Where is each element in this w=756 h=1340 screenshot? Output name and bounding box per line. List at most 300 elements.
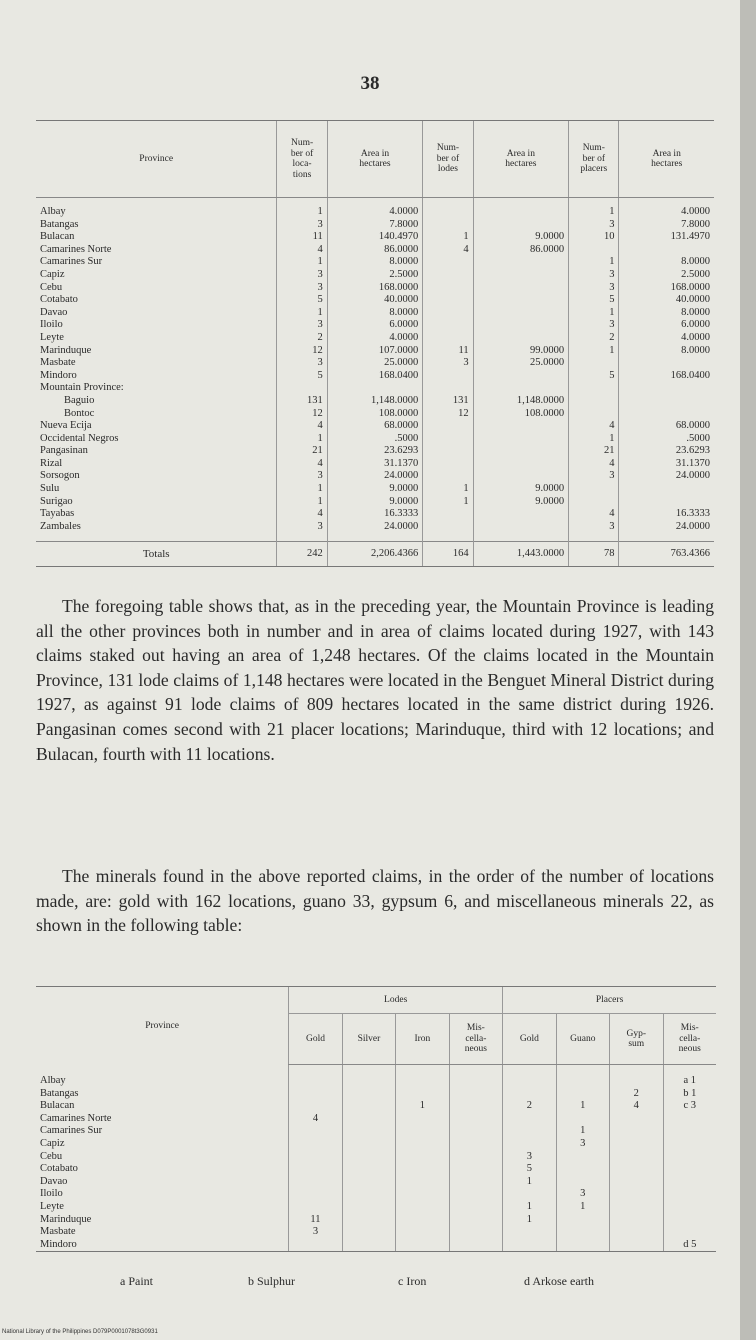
value-cell: 4 bbox=[277, 458, 327, 471]
value-cell bbox=[449, 1151, 502, 1164]
value-cell bbox=[449, 1188, 502, 1201]
province-cell: Nueva Ecija bbox=[40, 420, 92, 432]
table-row bbox=[36, 1100, 716, 1113]
value-cell: 21 bbox=[277, 445, 327, 458]
value-cell: 1 bbox=[569, 256, 619, 269]
value-cell: 9.0000 bbox=[327, 483, 423, 496]
value-cell bbox=[663, 1201, 716, 1214]
value-cell: 131 bbox=[277, 395, 327, 408]
value-cell bbox=[619, 496, 714, 509]
value-cell bbox=[342, 1113, 395, 1126]
province-cell: Capiz bbox=[40, 1137, 65, 1149]
province-cell: Albay bbox=[40, 206, 66, 217]
value-cell: 23.6293 bbox=[327, 445, 423, 458]
claims-col-header: Num- ber of placers bbox=[569, 121, 619, 198]
value-cell: 1 bbox=[569, 206, 619, 219]
mineral-col-header: Gyp- sum bbox=[610, 1014, 663, 1065]
value-cell bbox=[503, 1138, 556, 1151]
value-cell bbox=[556, 1214, 609, 1227]
value-cell bbox=[423, 470, 473, 483]
table-row bbox=[36, 395, 714, 408]
province-cell: Davao bbox=[40, 1175, 68, 1187]
value-cell: 24.0000 bbox=[327, 470, 423, 483]
value-cell: 108.0000 bbox=[473, 408, 569, 421]
value-cell: 9.0000 bbox=[473, 483, 569, 496]
value-cell bbox=[423, 219, 473, 232]
value-cell bbox=[569, 395, 619, 408]
value-cell bbox=[342, 1201, 395, 1214]
province-cell: Mindoro bbox=[36, 1239, 289, 1252]
value-cell bbox=[423, 332, 473, 345]
province-cell: Cotabato bbox=[40, 294, 78, 306]
value-cell: 3 bbox=[569, 269, 619, 282]
table-row bbox=[36, 382, 714, 395]
table-row bbox=[36, 408, 714, 421]
value-cell bbox=[396, 1239, 449, 1252]
table-row bbox=[36, 1201, 716, 1214]
value-cell: 168.0000 bbox=[327, 282, 423, 295]
value-cell bbox=[396, 1088, 449, 1101]
value-cell bbox=[289, 1138, 342, 1151]
value-cell bbox=[277, 382, 327, 395]
value-cell: 3 bbox=[503, 1151, 556, 1164]
value-cell bbox=[663, 1176, 716, 1189]
spacer-row bbox=[36, 533, 714, 542]
province-cell: Camarines Norte bbox=[40, 1112, 112, 1124]
table-row bbox=[36, 231, 714, 244]
value-cell bbox=[473, 370, 569, 383]
value-cell: c 3 bbox=[663, 1100, 716, 1113]
spacer-row bbox=[36, 198, 714, 207]
value-cell: 11 bbox=[423, 345, 473, 358]
claims-table bbox=[36, 120, 714, 567]
province-cell: Bontoc bbox=[64, 407, 95, 419]
province-cell: Iloilo bbox=[40, 1188, 63, 1200]
value-cell: 7.8000 bbox=[619, 219, 714, 232]
paragraph-2: The minerals found in the above reported claims, in the order of the number of locations made, are: gold with 162 locations, guano 33, gypsum 6, and miscellaneous minerals 22, as shown in the following table: bbox=[36, 866, 714, 936]
totals-cell: 78 bbox=[569, 542, 619, 567]
value-cell: 4 bbox=[423, 244, 473, 257]
value-cell: 3 bbox=[277, 357, 327, 370]
value-cell bbox=[289, 1163, 342, 1176]
footnote-c: c Iron bbox=[398, 1274, 427, 1288]
credit-line: National Library of the Philippines D079P0001078t3G0931 bbox=[2, 1329, 158, 1335]
table-row bbox=[36, 357, 714, 370]
value-cell bbox=[610, 1151, 663, 1164]
value-cell bbox=[289, 1151, 342, 1164]
claims-table-header bbox=[36, 121, 714, 198]
value-cell: 1 bbox=[556, 1100, 609, 1113]
paragraph-1: The foregoing table shows that, as in the preceding year, the Mountain Province is leading all the other provinces both in number and in area of claims located during 1927, with 143 claims staked out having an area of 1,248 hectares. Of the claims located in the Mountain Province, 131 lode claims of 1,148 hectares were located in the Benguet Mineral District during 1927, as against 91 lode claims of 809 hectares located in the same district during 1926. Pangasinan comes second with 21 placer locations; Marinduque, third with 12 locations; and Bulacan, fourth with 11 locations. bbox=[36, 596, 714, 764]
value-cell: 140.4970 bbox=[327, 231, 423, 244]
value-cell: 2 bbox=[503, 1100, 556, 1113]
value-cell bbox=[449, 1201, 502, 1214]
value-cell bbox=[423, 420, 473, 433]
value-cell bbox=[473, 458, 569, 471]
value-cell: 3 bbox=[556, 1188, 609, 1201]
mineral-col-header: Mis- cella- neous bbox=[663, 1014, 716, 1065]
value-cell: 16.3333 bbox=[327, 508, 423, 521]
value-cell: 1 bbox=[277, 483, 327, 496]
value-cell: 3 bbox=[423, 357, 473, 370]
value-cell: 2 bbox=[569, 332, 619, 345]
table-row bbox=[36, 345, 714, 358]
province-cell: Albay bbox=[40, 1075, 66, 1086]
province-cell: Camarines Sur bbox=[40, 256, 103, 268]
totals-label: Totals bbox=[36, 542, 277, 567]
value-cell: 3 bbox=[569, 219, 619, 232]
minerals-table bbox=[36, 986, 716, 1252]
value-cell bbox=[473, 445, 569, 458]
value-cell bbox=[619, 395, 714, 408]
table-row bbox=[36, 1088, 716, 1101]
value-cell bbox=[473, 269, 569, 282]
value-cell bbox=[342, 1239, 395, 1252]
province-cell: Mindoro bbox=[40, 369, 77, 381]
value-cell: 4 bbox=[277, 420, 327, 433]
value-cell: 7.8000 bbox=[327, 219, 423, 232]
value-cell: 4 bbox=[289, 1113, 342, 1126]
table-row bbox=[36, 244, 714, 257]
province-cell: Pangasinan bbox=[40, 445, 88, 457]
claims-col-header: Area in hectares bbox=[473, 121, 569, 198]
value-cell bbox=[423, 319, 473, 332]
value-cell: 2 bbox=[277, 332, 327, 345]
value-cell bbox=[556, 1163, 609, 1176]
value-cell: 6.0000 bbox=[619, 319, 714, 332]
value-cell: 86.0000 bbox=[473, 244, 569, 257]
claims-col-header: Area in hectares bbox=[327, 121, 423, 198]
province-cell: Leyte bbox=[40, 331, 64, 343]
value-cell: 5 bbox=[277, 294, 327, 307]
value-cell bbox=[449, 1088, 502, 1101]
value-cell bbox=[289, 1176, 342, 1189]
value-cell bbox=[503, 1125, 556, 1138]
table-row bbox=[36, 1188, 716, 1201]
value-cell bbox=[569, 483, 619, 496]
claims-col-header: Num- ber of lodes bbox=[423, 121, 473, 198]
value-cell: 68.0000 bbox=[327, 420, 423, 433]
value-cell bbox=[423, 294, 473, 307]
table-row bbox=[36, 433, 714, 446]
value-cell: 3 bbox=[277, 269, 327, 282]
value-cell bbox=[473, 206, 569, 219]
mineral-col-header: Gold bbox=[503, 1014, 556, 1065]
value-cell bbox=[396, 1163, 449, 1176]
value-cell: 5 bbox=[277, 370, 327, 383]
value-cell bbox=[327, 382, 423, 395]
province-cell: Bulacan bbox=[40, 231, 75, 243]
value-cell bbox=[556, 1176, 609, 1189]
value-cell bbox=[473, 470, 569, 483]
value-cell bbox=[449, 1226, 502, 1239]
value-cell bbox=[473, 319, 569, 332]
province-cell: Tayabas bbox=[40, 508, 75, 520]
value-cell: .5000 bbox=[327, 433, 423, 446]
value-cell bbox=[289, 1188, 342, 1201]
value-cell: 3 bbox=[277, 470, 327, 483]
province-cell: Cotabato bbox=[40, 1163, 78, 1175]
value-cell bbox=[663, 1125, 716, 1138]
value-cell bbox=[610, 1226, 663, 1239]
value-cell bbox=[619, 244, 714, 257]
value-cell: 40.0000 bbox=[327, 294, 423, 307]
value-cell bbox=[289, 1201, 342, 1214]
value-cell bbox=[569, 496, 619, 509]
table-row bbox=[36, 1113, 716, 1126]
value-cell: 4 bbox=[277, 244, 327, 257]
value-cell bbox=[503, 1239, 556, 1252]
value-cell: 5 bbox=[569, 370, 619, 383]
value-cell bbox=[423, 307, 473, 320]
value-cell bbox=[396, 1113, 449, 1126]
value-cell bbox=[663, 1214, 716, 1227]
value-cell: 3 bbox=[569, 521, 619, 534]
province-cell: Cebu bbox=[40, 281, 63, 293]
value-cell bbox=[396, 1125, 449, 1138]
claims-col-header: Num- ber of loca- tions bbox=[277, 121, 327, 198]
value-cell: 107.0000 bbox=[327, 345, 423, 358]
value-cell: 1 bbox=[569, 345, 619, 358]
value-cell bbox=[473, 420, 569, 433]
value-cell bbox=[610, 1214, 663, 1227]
totals-cell: 164 bbox=[423, 542, 473, 567]
value-cell: 1 bbox=[396, 1100, 449, 1113]
province-cell: Cebu bbox=[40, 1150, 63, 1162]
value-cell: 8.0000 bbox=[619, 307, 714, 320]
table-row bbox=[36, 294, 714, 307]
value-cell bbox=[473, 294, 569, 307]
value-cell: 1 bbox=[277, 496, 327, 509]
province-cell: Davao bbox=[40, 306, 68, 318]
value-cell bbox=[423, 521, 473, 534]
value-cell bbox=[503, 1226, 556, 1239]
footnote-d: d Arkose earth bbox=[524, 1274, 594, 1288]
value-cell bbox=[473, 382, 569, 395]
value-cell: 1 bbox=[277, 256, 327, 269]
value-cell bbox=[569, 357, 619, 370]
value-cell: 68.0000 bbox=[619, 420, 714, 433]
value-cell: 1 bbox=[556, 1201, 609, 1214]
table-row bbox=[36, 445, 714, 458]
value-cell bbox=[423, 269, 473, 282]
mineral-col-header: Gold bbox=[289, 1014, 342, 1065]
province-cell: Capiz bbox=[40, 268, 65, 280]
table-row bbox=[36, 1138, 716, 1151]
value-cell: 168.0400 bbox=[619, 370, 714, 383]
province-cell: Sorsogon bbox=[40, 470, 80, 482]
value-cell bbox=[473, 508, 569, 521]
value-cell: 131 bbox=[423, 395, 473, 408]
value-cell: 1 bbox=[569, 307, 619, 320]
value-cell: 4 bbox=[569, 508, 619, 521]
value-cell: 4.0000 bbox=[619, 206, 714, 219]
value-cell bbox=[423, 282, 473, 295]
value-cell bbox=[342, 1100, 395, 1113]
table-row bbox=[36, 470, 714, 483]
value-cell bbox=[556, 1075, 609, 1088]
value-cell bbox=[569, 244, 619, 257]
value-cell: 24.0000 bbox=[619, 470, 714, 483]
province-cell: Leyte bbox=[40, 1200, 64, 1212]
value-cell: 5 bbox=[503, 1163, 556, 1176]
value-cell: 1 bbox=[503, 1176, 556, 1189]
value-cell bbox=[289, 1239, 342, 1252]
value-cell: .5000 bbox=[619, 433, 714, 446]
table-row bbox=[36, 319, 714, 332]
value-cell: 131.4970 bbox=[619, 231, 714, 244]
minerals-table-body bbox=[36, 1065, 716, 1252]
table-row bbox=[36, 307, 714, 320]
table-row bbox=[36, 1163, 716, 1176]
value-cell: 1 bbox=[277, 307, 327, 320]
value-cell bbox=[396, 1214, 449, 1227]
value-cell: 21 bbox=[569, 445, 619, 458]
table-row bbox=[36, 1125, 716, 1138]
value-cell: 1 bbox=[423, 483, 473, 496]
value-cell bbox=[396, 1226, 449, 1239]
value-cell: 168.0400 bbox=[327, 370, 423, 383]
value-cell: 1 bbox=[423, 231, 473, 244]
value-cell bbox=[449, 1075, 502, 1088]
value-cell bbox=[473, 256, 569, 269]
province-cell: Camarines Sur bbox=[40, 1125, 103, 1137]
value-cell bbox=[449, 1125, 502, 1138]
province-cell: Mountain Province: bbox=[40, 382, 124, 394]
value-cell: 12 bbox=[423, 408, 473, 421]
value-cell: 8.0000 bbox=[327, 307, 423, 320]
value-cell bbox=[342, 1088, 395, 1101]
value-cell: 4 bbox=[277, 508, 327, 521]
value-cell bbox=[473, 332, 569, 345]
value-cell bbox=[396, 1138, 449, 1151]
value-cell bbox=[503, 1075, 556, 1088]
province-header: Province bbox=[36, 987, 289, 1065]
province-cell: Bulacan bbox=[40, 1100, 75, 1112]
value-cell bbox=[396, 1201, 449, 1214]
value-cell bbox=[449, 1163, 502, 1176]
value-cell: 16.3333 bbox=[619, 508, 714, 521]
value-cell bbox=[503, 1113, 556, 1126]
value-cell: 1 bbox=[569, 433, 619, 446]
value-cell bbox=[423, 445, 473, 458]
table-row bbox=[36, 219, 714, 232]
value-cell bbox=[449, 1239, 502, 1252]
value-cell: 2.5000 bbox=[619, 269, 714, 282]
value-cell bbox=[619, 483, 714, 496]
value-cell bbox=[342, 1151, 395, 1164]
mineral-col-header: Silver bbox=[342, 1014, 395, 1065]
value-cell bbox=[610, 1113, 663, 1126]
value-cell bbox=[619, 357, 714, 370]
value-cell: 11 bbox=[289, 1214, 342, 1227]
table-row bbox=[36, 420, 714, 433]
value-cell: 108.0000 bbox=[327, 408, 423, 421]
value-cell: 3 bbox=[277, 282, 327, 295]
value-cell bbox=[342, 1188, 395, 1201]
value-cell bbox=[449, 1214, 502, 1227]
value-cell bbox=[342, 1176, 395, 1189]
value-cell bbox=[556, 1088, 609, 1101]
value-cell bbox=[663, 1113, 716, 1126]
value-cell: 4.0000 bbox=[327, 332, 423, 345]
value-cell bbox=[663, 1138, 716, 1151]
table-row bbox=[36, 282, 714, 295]
value-cell bbox=[342, 1075, 395, 1088]
value-cell: 3 bbox=[277, 219, 327, 232]
value-cell bbox=[619, 408, 714, 421]
value-cell bbox=[556, 1113, 609, 1126]
mineral-col-header: Iron bbox=[396, 1014, 449, 1065]
value-cell bbox=[423, 206, 473, 219]
value-cell: 2 bbox=[610, 1088, 663, 1101]
value-cell bbox=[449, 1176, 502, 1189]
value-cell: 23.6293 bbox=[619, 445, 714, 458]
value-cell bbox=[423, 458, 473, 471]
footnote-b: b Sulphur bbox=[248, 1274, 296, 1288]
page-edge bbox=[740, 0, 756, 1340]
value-cell bbox=[396, 1151, 449, 1164]
value-cell: 8.0000 bbox=[327, 256, 423, 269]
placers-group-header: Placers bbox=[503, 987, 716, 1014]
minerals-table-group-header bbox=[36, 987, 716, 1014]
value-cell bbox=[610, 1075, 663, 1088]
province-cell: Masbate bbox=[40, 357, 76, 369]
value-cell: d 5 bbox=[663, 1239, 716, 1252]
table-row bbox=[36, 1239, 716, 1252]
value-cell: 168.0000 bbox=[619, 282, 714, 295]
table-row bbox=[36, 332, 714, 345]
province-cell: Marinduque bbox=[40, 344, 92, 356]
value-cell bbox=[342, 1226, 395, 1239]
value-cell bbox=[473, 433, 569, 446]
footnote-a: a Paint bbox=[120, 1274, 153, 1288]
value-cell bbox=[610, 1138, 663, 1151]
value-cell: 8.0000 bbox=[619, 256, 714, 269]
value-cell bbox=[342, 1138, 395, 1151]
table-row bbox=[36, 269, 714, 282]
value-cell: 1 bbox=[423, 496, 473, 509]
province-cell: Masbate bbox=[40, 1226, 76, 1238]
claims-table-body bbox=[36, 198, 714, 567]
mineral-col-header: Guano bbox=[556, 1014, 609, 1065]
province-cell: Iloilo bbox=[40, 319, 63, 331]
value-cell: 9.0000 bbox=[473, 496, 569, 509]
totals-cell: 2,206.4366 bbox=[327, 542, 423, 567]
value-cell bbox=[449, 1138, 502, 1151]
value-cell: 2.5000 bbox=[327, 269, 423, 282]
value-cell: b 1 bbox=[663, 1088, 716, 1101]
value-cell bbox=[556, 1151, 609, 1164]
value-cell bbox=[473, 307, 569, 320]
table-row bbox=[36, 256, 714, 269]
value-cell: 1 bbox=[277, 206, 327, 219]
value-cell: 31.1370 bbox=[327, 458, 423, 471]
value-cell bbox=[423, 382, 473, 395]
value-cell: 25.0000 bbox=[473, 357, 569, 370]
province-cell: Batangas bbox=[40, 218, 79, 230]
value-cell bbox=[569, 408, 619, 421]
table-row bbox=[36, 458, 714, 471]
value-cell bbox=[569, 382, 619, 395]
value-cell bbox=[449, 1113, 502, 1126]
spacer-row bbox=[36, 1065, 716, 1076]
mineral-col-header: Mis- cella- neous bbox=[449, 1014, 502, 1065]
value-cell bbox=[342, 1163, 395, 1176]
value-cell: 4 bbox=[610, 1100, 663, 1113]
value-cell: 3 bbox=[569, 319, 619, 332]
value-cell: 10 bbox=[569, 231, 619, 244]
